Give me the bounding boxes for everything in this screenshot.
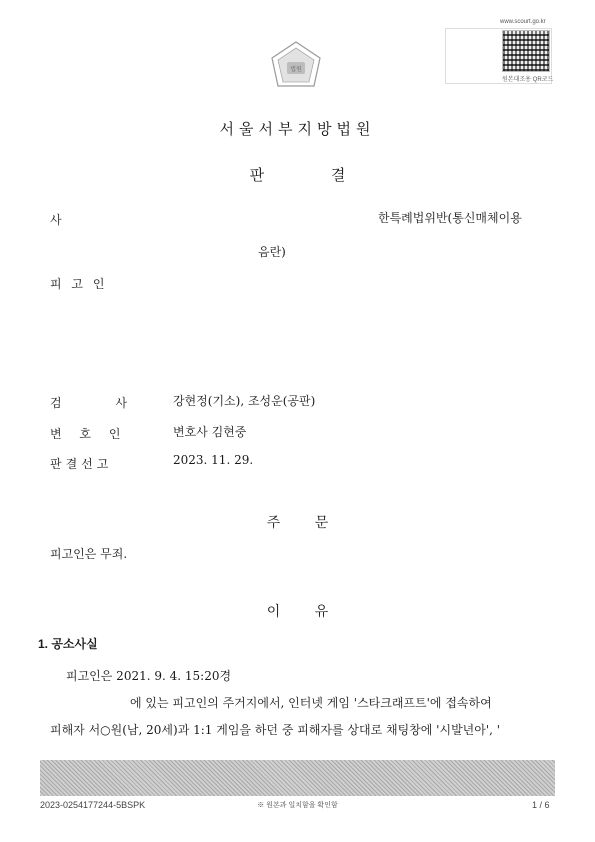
para-line1: 피고인은 2021. 9. 4. 15:20경	[66, 669, 232, 683]
ruling-heading: 주 문	[266, 515, 329, 531]
doc-number: 2023-0254177244-5BSPK	[40, 800, 146, 810]
court-name: 서울서부지방법원	[219, 120, 376, 138]
defense-value: 변호사 김현중	[173, 425, 247, 439]
section1-title: 1. 공소사실	[38, 637, 98, 651]
document-title: 판 결	[249, 166, 346, 184]
defense-label: 변 호 인	[50, 427, 121, 441]
svg-text:법원: 법원	[290, 66, 302, 73]
qr-url: www.scourt.go.kr	[500, 19, 546, 25]
prosecutor-label: 검 사	[50, 396, 127, 410]
footer-note: ※ 원본과 일치함을 확인함	[257, 802, 338, 809]
defendant-label: 피 고 인	[50, 277, 105, 291]
qr-code-icon	[502, 30, 550, 72]
case-name-line1: 한특례법위반(통신매체이용	[378, 211, 522, 225]
page-number: 1 / 6	[532, 800, 550, 810]
para-line3: 피해자 서○원(남, 20세)과 1:1 게임을 하던 중 피해자를 상대로 채팅창에 '시발년아', '	[50, 723, 501, 737]
prosecutor-value: 강현정(기소), 조성운(공판)	[173, 394, 316, 408]
security-pattern-band	[40, 760, 555, 796]
para-line2: 에 있는 피고인의 주거지에서, 인터넷 게임 '스타크래프트'에 접속하여	[130, 696, 492, 710]
case-name-line2: 음란)	[258, 245, 286, 259]
date-value: 2023. 11. 29.	[173, 453, 254, 467]
reasons-heading: 이 유	[266, 604, 329, 620]
court-emblem-icon	[268, 40, 324, 90]
date-label: 판결선고	[50, 457, 113, 471]
ruling-text: 피고인은 무죄.	[50, 547, 128, 561]
case-label: 사	[50, 213, 62, 227]
qr-caption: 원본대조용 QR코드	[502, 77, 554, 83]
